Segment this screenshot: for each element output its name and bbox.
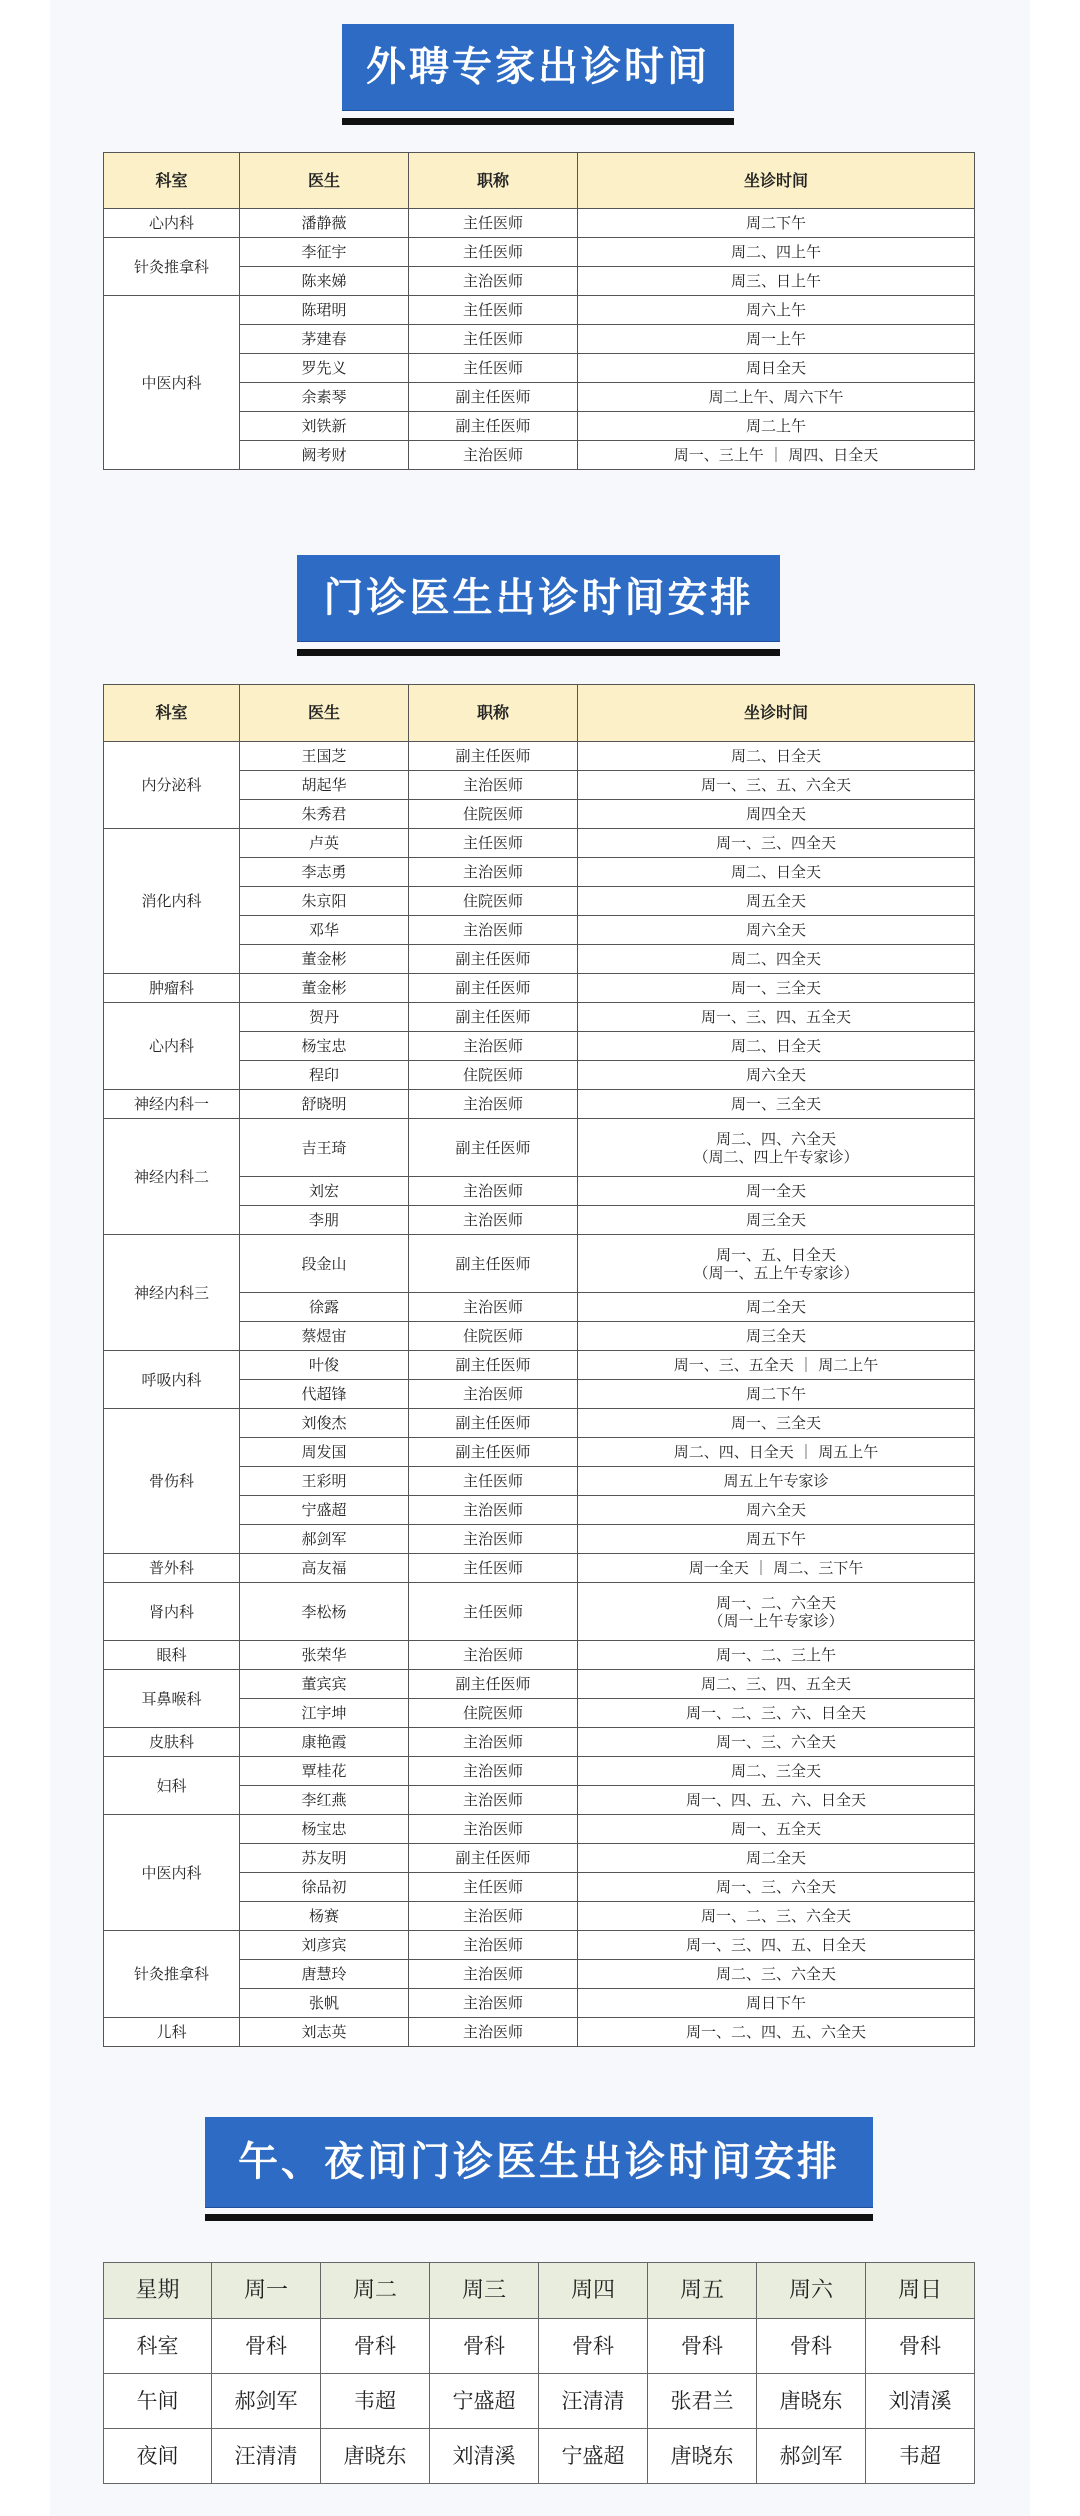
table-row — [104, 1003, 975, 1032]
schedule-cell: 周二、三全天 — [578, 1757, 975, 1786]
weekday-cell: 周日 — [866, 2263, 975, 2319]
schedule-cell: 骨科 — [321, 2319, 430, 2374]
table-row — [104, 1235, 975, 1293]
doctor-cell: 李朋 — [240, 1206, 409, 1235]
dept-cell: 儿科 — [104, 2018, 240, 2047]
title-cell: 副主任医师 — [409, 945, 578, 974]
dept-cell: 骨伤科 — [104, 1409, 240, 1554]
title-cell: 主任医师 — [409, 1583, 578, 1641]
title-cell: 副主任医师 — [409, 383, 578, 412]
title-cell: 主治医师 — [409, 267, 578, 296]
schedule-cell: 周六全天 — [578, 1496, 975, 1525]
schedule-cell: 刘清溪 — [866, 2374, 975, 2429]
dept-cell: 针灸推拿科 — [104, 238, 240, 296]
doctor-cell: 江宇坤 — [240, 1699, 409, 1728]
doctor-cell: 刘俊杰 — [240, 1409, 409, 1438]
title-cell: 副主任医师 — [409, 1003, 578, 1032]
title-cell: 主治医师 — [409, 1496, 578, 1525]
title-cell: 主治医师 — [409, 1989, 578, 2018]
title-cell: 主治医师 — [409, 1902, 578, 1931]
schedule-cell: 周五下午 — [578, 1525, 975, 1554]
schedule-cell: 周一、三全天 — [578, 1409, 975, 1438]
schedule-cell: 周一、三全天 — [578, 1090, 975, 1119]
schedule-cell: 周一、三、五、六全天 — [578, 771, 975, 800]
title-cell: 副主任医师 — [409, 1351, 578, 1380]
doctor-cell: 邓华 — [240, 916, 409, 945]
schedule-cell: 周六全天 — [578, 916, 975, 945]
doctor-cell: 程印 — [240, 1061, 409, 1090]
doctor-cell: 宁盛超 — [240, 1496, 409, 1525]
dept-cell: 眼科 — [104, 1641, 240, 1670]
schedule-cell: 周二、四、六全天 （周二、四上午专家诊） — [578, 1119, 975, 1177]
schedule-cell: 周二、四全天 — [578, 945, 975, 974]
schedule-cell: 宁盛超 — [539, 2429, 648, 2484]
title-cell: 主任医师 — [409, 1554, 578, 1583]
title-cell: 主任医师 — [409, 829, 578, 858]
table-row — [104, 1409, 975, 1438]
doctor-cell: 朱秀君 — [240, 800, 409, 829]
table-row — [104, 296, 975, 325]
schedule-cell: 张君兰 — [648, 2374, 757, 2429]
title-cell: 副主任医师 — [409, 1409, 578, 1438]
schedule-cell: 周一、三全天 — [578, 974, 975, 1003]
doctor-cell: 余素琴 — [240, 383, 409, 412]
schedule-cell: 郝剑军 — [757, 2429, 866, 2484]
schedule-cell: 周二下午 — [578, 209, 975, 238]
schedule-cell: 骨科 — [212, 2319, 321, 2374]
schedule-cell: 周一、三、六全天 — [578, 1873, 975, 1902]
schedule-cell: 周一、二、四、五、六全天 — [578, 2018, 975, 2047]
title-cell: 主治医师 — [409, 1032, 578, 1061]
schedule-cell: 周一、二、三上午 — [578, 1641, 975, 1670]
title-cell: 住院医师 — [409, 887, 578, 916]
schedule-cell: 周一、二、三、六全天 — [578, 1902, 975, 1931]
schedule-cell: 周二下午 — [578, 1380, 975, 1409]
schedule-cell: 周二、日全天 — [578, 858, 975, 887]
table-row — [104, 1119, 975, 1177]
title-cell: 副主任医师 — [409, 1670, 578, 1699]
dept-cell: 普外科 — [104, 1554, 240, 1583]
title-cell: 住院医师 — [409, 1061, 578, 1090]
schedule-cell: 周一全天 — [578, 1177, 975, 1206]
table-row — [104, 1090, 975, 1119]
doctor-cell: 张荣华 — [240, 1641, 409, 1670]
dept-cell: 神经内科三 — [104, 1235, 240, 1351]
schedule-cell: 周一、五全天 — [578, 1815, 975, 1844]
schedule-cell: 周日全天 — [578, 354, 975, 383]
schedule-cell: 周一、三、五全天 ｜ 周二上午 — [578, 1351, 975, 1380]
schedule-cell: 汪清清 — [212, 2429, 321, 2484]
dept-cell: 肾内科 — [104, 1583, 240, 1641]
dept-cell: 心内科 — [104, 209, 240, 238]
schedule-cell: 周一、四、五、六、日全天 — [578, 1786, 975, 1815]
schedule-cell: 周一、三上午 ｜ 周四、日全天 — [578, 441, 975, 470]
table-row — [104, 238, 975, 267]
dept-cell: 耳鼻喉科 — [104, 1670, 240, 1728]
doctor-cell: 卢英 — [240, 829, 409, 858]
doctor-cell: 张帆 — [240, 1989, 409, 2018]
title-cell: 住院医师 — [409, 1322, 578, 1351]
table-row — [104, 1670, 975, 1699]
title-cell: 主治医师 — [409, 1815, 578, 1844]
section3-title: 午、夜间门诊医生出诊时间安排 — [205, 2117, 873, 2207]
schedule-cell: 周一、三、四全天 — [578, 829, 975, 858]
doctor-cell: 李红燕 — [240, 1786, 409, 1815]
header-schedule: 坐诊时间 — [578, 153, 975, 209]
title-cell: 主治医师 — [409, 916, 578, 945]
doctor-cell: 阙考财 — [240, 441, 409, 470]
schedule-cell: 周二、日全天 — [578, 742, 975, 771]
schedule-cell: 周三、日上午 — [578, 267, 975, 296]
section2-underline — [297, 649, 780, 656]
row-label-cell: 午间 — [104, 2374, 212, 2429]
schedule-cell: 周一上午 — [578, 325, 975, 354]
schedule-cell: 唐晓东 — [321, 2429, 430, 2484]
doctor-cell: 李志勇 — [240, 858, 409, 887]
table-row — [104, 1931, 975, 1960]
doctor-cell: 陈来娣 — [240, 267, 409, 296]
doctor-cell: 杨宝忠 — [240, 1032, 409, 1061]
dept-cell: 中医内科 — [104, 1815, 240, 1931]
title-cell: 主治医师 — [409, 1090, 578, 1119]
schedule-cell: 周一、二、六全天 （周一上午专家诊） — [578, 1583, 975, 1641]
weekday-cell: 周四 — [539, 2263, 648, 2319]
weekday-cell: 周五 — [648, 2263, 757, 2319]
dept-cell: 中医内科 — [104, 296, 240, 470]
dept-cell: 内分泌科 — [104, 742, 240, 829]
title-cell: 副主任医师 — [409, 742, 578, 771]
doctor-cell: 罗先义 — [240, 354, 409, 383]
schedule-cell: 周一全天 ｜ 周二、三下午 — [578, 1554, 975, 1583]
doctor-cell: 舒晓明 — [240, 1090, 409, 1119]
doctor-cell: 覃桂花 — [240, 1757, 409, 1786]
doctor-cell: 苏友明 — [240, 1844, 409, 1873]
title-cell: 主任医师 — [409, 1467, 578, 1496]
table-row — [104, 1815, 975, 1844]
doctor-cell: 胡起华 — [240, 771, 409, 800]
doctor-cell: 刘彦宾 — [240, 1931, 409, 1960]
title-cell: 主治医师 — [409, 1960, 578, 1989]
table-row — [104, 1583, 975, 1641]
dept-cell: 肿瘤科 — [104, 974, 240, 1003]
title-cell: 主治医师 — [409, 1380, 578, 1409]
weekday-cell: 周二 — [321, 2263, 430, 2319]
doctor-cell: 唐慧玲 — [240, 1960, 409, 1989]
schedule-cell: 宁盛超 — [430, 2374, 539, 2429]
title-cell: 副主任医师 — [409, 1235, 578, 1293]
title-cell: 主任医师 — [409, 209, 578, 238]
schedule-cell: 周一、三、四、五、日全天 — [578, 1931, 975, 1960]
schedule-cell: 周二、四上午 — [578, 238, 975, 267]
schedule-cell: 周二、四、日全天 ｜ 周五上午 — [578, 1438, 975, 1467]
table-row — [104, 1641, 975, 1670]
schedule-cell: 周三全天 — [578, 1322, 975, 1351]
table-row — [104, 2429, 975, 2484]
schedule-cell: 周六上午 — [578, 296, 975, 325]
schedule-cell: 周二、三、四、五全天 — [578, 1670, 975, 1699]
table-row — [104, 829, 975, 858]
title-cell: 住院医师 — [409, 800, 578, 829]
schedule-cell: 周六全天 — [578, 1061, 975, 1090]
doctor-cell: 代超锋 — [240, 1380, 409, 1409]
doctor-cell: 李松杨 — [240, 1583, 409, 1641]
doctor-cell: 刘铁新 — [240, 412, 409, 441]
schedule-cell: 汪清清 — [539, 2374, 648, 2429]
doctor-cell: 杨宝忠 — [240, 1815, 409, 1844]
schedule-cell: 唐晓东 — [757, 2374, 866, 2429]
title-cell: 主任医师 — [409, 1873, 578, 1902]
doctor-cell: 陈珺明 — [240, 296, 409, 325]
table-row — [104, 2374, 975, 2429]
schedule-cell: 骨科 — [539, 2319, 648, 2374]
doctor-cell: 徐品初 — [240, 1873, 409, 1902]
dept-cell: 针灸推拿科 — [104, 1931, 240, 2018]
dept-cell: 皮肤科 — [104, 1728, 240, 1757]
table-row — [104, 1757, 975, 1786]
title-cell: 主治医师 — [409, 1641, 578, 1670]
schedule-cell: 骨科 — [430, 2319, 539, 2374]
title-cell: 主治医师 — [409, 1525, 578, 1554]
table-row — [104, 209, 975, 238]
schedule-cell: 周二全天 — [578, 1844, 975, 1873]
title-cell: 副主任医师 — [409, 974, 578, 1003]
schedule-cell: 周四全天 — [578, 800, 975, 829]
section1-underline — [342, 118, 734, 125]
doctor-cell: 李征宇 — [240, 238, 409, 267]
doctor-cell: 高友福 — [240, 1554, 409, 1583]
schedule-cell: 韦超 — [866, 2429, 975, 2484]
schedule-cell: 骨科 — [866, 2319, 975, 2374]
doctor-cell: 董金彬 — [240, 974, 409, 1003]
doctor-cell: 朱京阳 — [240, 887, 409, 916]
title-cell: 主任医师 — [409, 354, 578, 383]
title-cell: 副主任医师 — [409, 412, 578, 441]
dept-cell: 呼吸内科 — [104, 1351, 240, 1409]
schedule-cell: 郝剑军 — [212, 2374, 321, 2429]
schedule-cell: 周五全天 — [578, 887, 975, 916]
dept-cell: 神经内科一 — [104, 1090, 240, 1119]
header-doctor: 医生 — [240, 153, 409, 209]
table-row — [104, 974, 975, 1003]
doctor-cell: 郝剑军 — [240, 1525, 409, 1554]
title-cell: 主治医师 — [409, 441, 578, 470]
header-title: 职称 — [409, 685, 578, 742]
table-row — [104, 2319, 975, 2374]
section3-underline — [205, 2214, 873, 2221]
title-cell: 住院医师 — [409, 1699, 578, 1728]
schedule-cell: 刘清溪 — [430, 2429, 539, 2484]
title-cell: 主治医师 — [409, 1757, 578, 1786]
title-cell: 主治医师 — [409, 858, 578, 887]
schedule-cell: 周一、二、三、六、日全天 — [578, 1699, 975, 1728]
doctor-cell: 叶俊 — [240, 1351, 409, 1380]
doctor-cell: 董金彬 — [240, 945, 409, 974]
weekday-cell: 周三 — [430, 2263, 539, 2319]
schedule-cell: 骨科 — [648, 2319, 757, 2374]
header-schedule: 坐诊时间 — [578, 685, 975, 742]
table-row — [104, 1554, 975, 1583]
title-cell: 副主任医师 — [409, 1119, 578, 1177]
schedule-cell: 周二、三、六全天 — [578, 1960, 975, 1989]
doctor-cell: 王彩明 — [240, 1467, 409, 1496]
schedule-cell: 周日下午 — [578, 1989, 975, 2018]
doctor-cell: 杨赛 — [240, 1902, 409, 1931]
dept-cell: 心内科 — [104, 1003, 240, 1090]
table-row — [104, 1351, 975, 1380]
doctor-cell: 蔡煜宙 — [240, 1322, 409, 1351]
doctor-cell: 董宾宾 — [240, 1670, 409, 1699]
schedule-cell: 周二上午 — [578, 412, 975, 441]
doctor-cell: 潘静薇 — [240, 209, 409, 238]
section2-title: 门诊医生出诊时间安排 — [297, 555, 780, 641]
table-row — [104, 742, 975, 771]
doctor-cell: 徐露 — [240, 1293, 409, 1322]
schedule-cell: 周一、五、日全天 （周一、五上午专家诊） — [578, 1235, 975, 1293]
doctor-cell: 王国芝 — [240, 742, 409, 771]
title-cell: 主治医师 — [409, 1177, 578, 1206]
title-cell: 主治医师 — [409, 1931, 578, 1960]
doctor-cell: 刘宏 — [240, 1177, 409, 1206]
header-dept: 科室 — [104, 685, 240, 742]
schedule-cell: 周二、日全天 — [578, 1032, 975, 1061]
title-cell: 主治医师 — [409, 1293, 578, 1322]
expert-schedule-table — [103, 152, 975, 470]
weekday-cell: 周六 — [757, 2263, 866, 2319]
schedule-cell: 周三全天 — [578, 1206, 975, 1235]
schedule-cell: 周五上午专家诊 — [578, 1467, 975, 1496]
doctor-cell: 刘志英 — [240, 2018, 409, 2047]
header-dept: 科室 — [104, 153, 240, 209]
title-cell: 主治医师 — [409, 1786, 578, 1815]
schedule-cell: 唐晓东 — [648, 2429, 757, 2484]
header-doctor: 医生 — [240, 685, 409, 742]
doctor-cell: 段金山 — [240, 1235, 409, 1293]
section1-title: 外聘专家出诊时间 — [342, 24, 734, 110]
schedule-cell: 周二上午、周六下午 — [578, 383, 975, 412]
table-row — [104, 1728, 975, 1757]
title-cell: 主任医师 — [409, 296, 578, 325]
dept-cell: 妇科 — [104, 1757, 240, 1815]
schedule-cell: 骨科 — [757, 2319, 866, 2374]
doctor-cell: 吉王琦 — [240, 1119, 409, 1177]
doctor-cell: 贺丹 — [240, 1003, 409, 1032]
table-row — [104, 2018, 975, 2047]
doctor-cell: 茅建春 — [240, 325, 409, 354]
dept-cell: 消化内科 — [104, 829, 240, 974]
noon-night-schedule-table — [103, 2262, 975, 2484]
title-cell: 主治医师 — [409, 1206, 578, 1235]
schedule-cell: 周一、三、四、五全天 — [578, 1003, 975, 1032]
weekday-cell: 周一 — [212, 2263, 321, 2319]
schedule-cell: 韦超 — [321, 2374, 430, 2429]
dept-cell: 神经内科二 — [104, 1119, 240, 1235]
table-row — [104, 2263, 975, 2319]
outpatient-schedule-table — [103, 684, 975, 2047]
doctor-cell: 康艳霞 — [240, 1728, 409, 1757]
header-title: 职称 — [409, 153, 578, 209]
title-cell: 副主任医师 — [409, 1844, 578, 1873]
title-cell: 副主任医师 — [409, 1438, 578, 1467]
schedule-cell: 周一、三、六全天 — [578, 1728, 975, 1757]
title-cell: 主治医师 — [409, 771, 578, 800]
title-cell: 主任医师 — [409, 238, 578, 267]
title-cell: 主治医师 — [409, 1728, 578, 1757]
title-cell: 主任医师 — [409, 325, 578, 354]
doctor-cell: 周发国 — [240, 1438, 409, 1467]
row-label-cell: 科室 — [104, 2319, 212, 2374]
row-label-cell: 夜间 — [104, 2429, 212, 2484]
title-cell: 主治医师 — [409, 2018, 578, 2047]
schedule-cell: 周二全天 — [578, 1293, 975, 1322]
row-label-cell: 星期 — [104, 2263, 212, 2319]
